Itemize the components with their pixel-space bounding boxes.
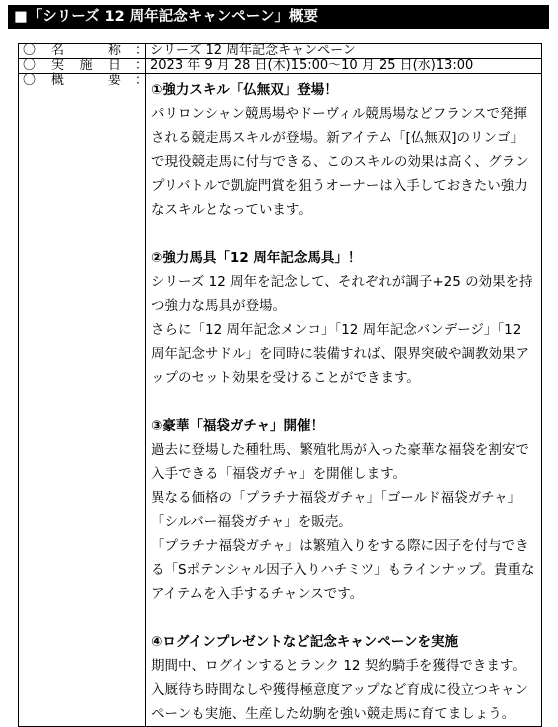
row-date [19, 59, 542, 74]
label-char: 要 [107, 73, 121, 88]
value-date: 2023 年 9 月 28 日(木)15:00〜10 月 25 日(水)13:00 [146, 59, 542, 74]
label-summary [37, 74, 135, 88]
document-title: ■「シリーズ 12 周年記念キャンペーン」概要 [8, 5, 549, 29]
section-paragraph: パリロンシャン競馬場やドーヴィル競馬場などフランスで発揮される競走馬スキルが登場。新アイテム「[仏無双]のリンゴ」で現役競走馬に付与できる、このスキルの効果は高く、グランプリバトルで凱旋門賞を狙うオーナーは入手しておきたい強力なスキルとなっています。 [151, 106, 529, 218]
section-heading: ③豪華「福袋ガチャ」開催！ [151, 418, 325, 434]
label-cell-name [19, 43, 149, 59]
section-paragraph: シリーズ 12 周年を記念して、それぞれが調子+25 の効果を持つ強力な馬具が登場。 [151, 274, 533, 314]
section-paragraph: 異なる価格の「プラチナ福袋ガチャ」「ゴールド福袋ガチャ」「シルバー福袋ガチャ」を販売。 [151, 490, 522, 530]
label-char: 実 [51, 58, 65, 73]
colon: ： [135, 58, 149, 73]
label-char: 概 [51, 73, 65, 88]
label-char: 名 [51, 43, 65, 58]
section-heading: ①強力スキル「仏無双」登場！ [151, 82, 338, 98]
summary-details [146, 74, 542, 727]
section-heading: ②強力馬具「12 周年記念馬具」！ [151, 250, 362, 266]
value-name: シリーズ 12 周年記念キャンペーン [146, 44, 542, 59]
colon: ： [135, 43, 149, 58]
section-paragraph: 期間中、ログインするとランク 12 契約騎手を獲得できます。入厩待ち時間なしや獲得極意度アップなど育成に役立つキャンペーンも実施、生産した幼駒を強い競走馬に育てましょう。 [151, 658, 529, 722]
label-cell-summary [19, 73, 149, 727]
campaign-overview-table [18, 43, 542, 727]
colon: ： [135, 73, 149, 88]
label-char: 称 [107, 43, 121, 58]
label-name [37, 44, 135, 58]
label-date [37, 59, 135, 73]
label-char: 日 [107, 58, 121, 73]
circle-marker: 〇 [23, 73, 37, 88]
row-name [19, 44, 542, 59]
circle-marker: 〇 [23, 58, 37, 73]
section-paragraph: 過去に登場した種牡馬、繁殖牝馬が入った豪華な福袋を割安で入手できる「福袋ガチャ」を開催します。 [151, 442, 529, 482]
section-gap [151, 390, 536, 414]
label-cell-date [19, 58, 149, 74]
section-paragraph: 「プラチナ福袋ガチャ」は繁殖入りをする際に因子を付与できる「Sポテンシャル因子入りハチミツ」もラインナップ。貴重なアイテムを入手するチャンスです。 [151, 538, 535, 602]
section-gap [151, 222, 536, 246]
label-char: 施 [79, 58, 93, 73]
section-heading: ④ログインプレゼントなど記念キャンペーンを実施 [151, 634, 458, 650]
section-gap [151, 606, 536, 630]
row-summary [19, 74, 542, 727]
circle-marker: 〇 [23, 43, 37, 58]
section-paragraph: さらに「12 周年記念メンコ」「12 周年記念バンデージ」「12 周年記念サドル」を同時に装備すれば、限界突破や調教効果アップのセット効果を受けることができます。 [151, 322, 529, 386]
